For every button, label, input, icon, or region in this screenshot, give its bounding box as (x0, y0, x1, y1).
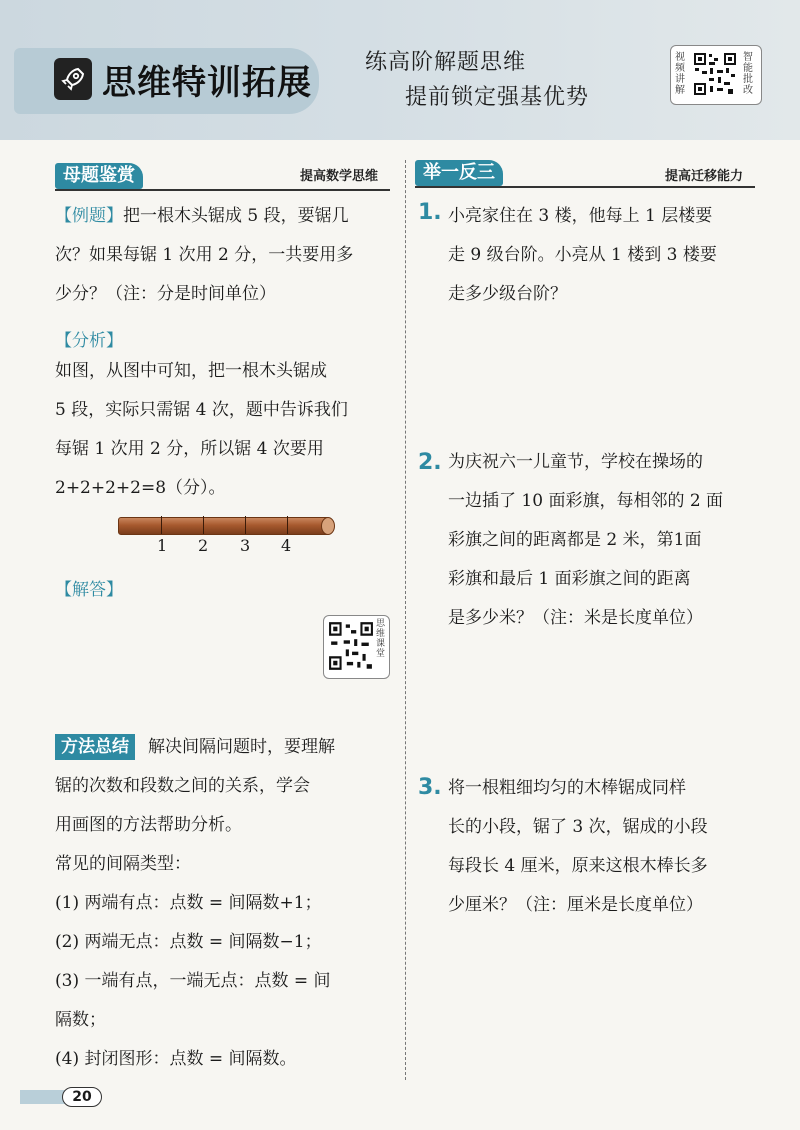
method-line: (4) 封闭图形：点数 = 间隔数。 (55, 1049, 297, 1069)
qr-left-label: 视频讲解 (675, 52, 685, 96)
analysis-line: 每锯 1 次用 2 分，所以锯 4 次要用 (55, 439, 324, 459)
example-block (55, 197, 395, 314)
question-line: 将一根粗细均匀的木棒锯成同样 (448, 778, 686, 798)
example-line: 次？如果每锯 1 次用 2 分，一共要用多 (55, 245, 354, 265)
method-line: (3) 一端有点，一端无点：点数 = 间 (55, 971, 331, 991)
method-line: 锯的次数和段数之间的关系，学会 (55, 776, 310, 796)
page-number: 20 (62, 1087, 102, 1107)
saw-cut-mark (161, 516, 162, 534)
example-label: 【例题】 (55, 206, 123, 226)
section-note: 提高数学思维 (300, 169, 379, 184)
analysis-line: 如图，从图中可知，把一根木头锯成 (55, 361, 327, 381)
answer-label: 【解答】 (55, 580, 123, 600)
method-line: (2) 两端无点：点数 = 间隔数−1； (55, 932, 322, 952)
question-line: 小亮家住在 3 楼，他每上 1 层楼要 (448, 206, 713, 226)
method-line: 解决间隔问题时，要理解 (148, 737, 335, 757)
method-line: 常见的间隔类型： (55, 854, 191, 874)
slogan-line1: 练高阶解题思维 (365, 50, 527, 75)
question-line: 长的小段，锯了 3 次，锯成的小段 (448, 817, 708, 837)
page-title: 思维特训拓展 (102, 63, 312, 103)
example-line: 少分？（注：分是时间单位） (55, 284, 276, 304)
question-number: 2. (418, 450, 442, 475)
example-line: 把一根木头锯成 5 段，要锯几 (123, 206, 349, 226)
qr-code-thinking-class[interactable] (323, 615, 390, 679)
analysis-block (55, 352, 395, 508)
method-line: 用画图的方法帮助分析。 (55, 815, 242, 835)
saw-cut-mark (287, 516, 288, 534)
question-line: 彩旗和最后 1 面彩旗之间的距离 (448, 569, 691, 589)
question-number: 3. (418, 775, 442, 800)
rocket-icon (54, 58, 92, 100)
section-note: 提高迁移能力 (665, 169, 744, 184)
method-block (55, 767, 395, 1079)
page-strip (20, 1090, 65, 1104)
analysis-line: 5 段，实际只需锯 4 次，题中告诉我们 (55, 400, 348, 420)
question-number: 1. (418, 200, 442, 225)
qr-right-label: 智能批改 (743, 52, 753, 96)
qr-code-video[interactable] (670, 45, 762, 105)
method-summary-tag: 方法总结 (55, 734, 135, 760)
section-rule (55, 189, 390, 191)
qr-side-label: 思维课堂 (376, 619, 386, 659)
question-line: 是多少米？（注：米是长度单位） (448, 608, 703, 628)
saw-cut-mark (245, 516, 246, 534)
cut-number: 2 (198, 536, 209, 555)
qr-code-icon (328, 621, 374, 671)
cut-number: 1 (157, 536, 168, 555)
saw-cut-mark (203, 516, 204, 534)
method-line: (1) 两端有点：点数 = 间隔数+1； (55, 893, 322, 913)
cut-number: 4 (281, 536, 292, 555)
analysis-line: 2+2+2+2=8（分）。 (55, 478, 226, 498)
analysis-label: 【分析】 (55, 331, 123, 351)
question-line: 走 9 级台阶。小亮从 1 楼到 3 楼要 (448, 245, 717, 265)
section-tag-extension: 举一反三 (415, 160, 503, 186)
question-line: 少厘米？（注：厘米是长度单位） (448, 895, 703, 915)
question-line: 一边插了 10 面彩旗，每相邻的 2 面 (448, 491, 724, 511)
question-line: 彩旗之间的距离都是 2 米，第1面 (448, 530, 702, 550)
wood-log-illustration (118, 517, 330, 535)
question-text (448, 443, 768, 638)
slogan-line2: 提前锁定强基优势 (405, 85, 590, 110)
question-text (448, 197, 768, 314)
log-end (321, 517, 335, 535)
question-line: 每段长 4 厘米，原来这根木棒长多 (448, 856, 708, 876)
qr-code-icon (693, 52, 737, 96)
cut-number: 3 (240, 536, 251, 555)
question-line: 为庆祝六一儿童节，学校在操场的 (448, 452, 703, 472)
method-line: 隔数； (55, 1010, 106, 1030)
question-line: 走多少级台阶？ (448, 284, 567, 304)
column-divider (405, 160, 406, 1080)
question-text (448, 769, 768, 925)
section-tag-mother-problem: 母题鉴赏 (55, 163, 143, 189)
section-rule (415, 186, 755, 188)
